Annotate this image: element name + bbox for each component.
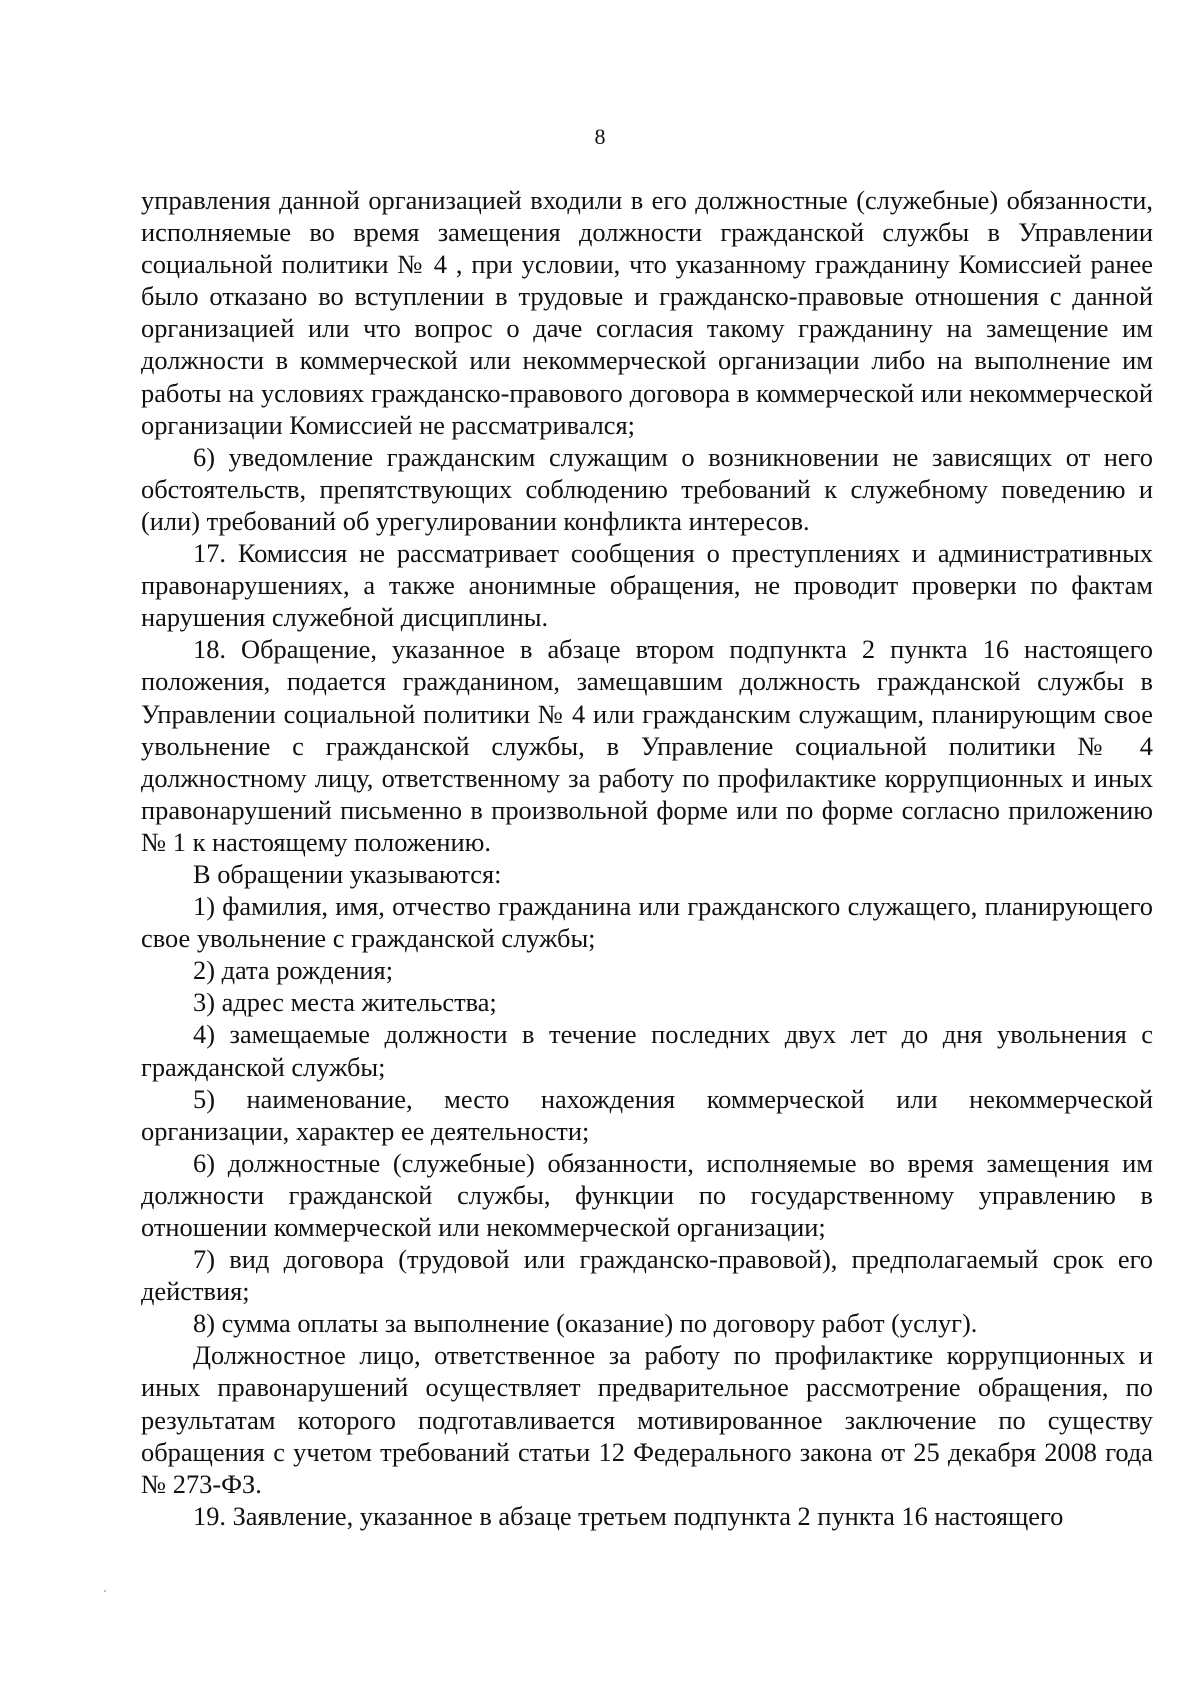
paragraph-appeal-contents-intro: В обращении указываются: — [193, 858, 502, 889]
list-item-6: 6) должностные (служебные) обязанности, исполняемые во время замещения им должности гражданской службы, функции по государственному управлению в отношении коммерческой или некоммерческой организации; — [141, 1147, 1153, 1242]
paragraph-17: 17. Комиссия не рассматривает сообщения о преступлениях и административных правонарушениях, а также анонимные обращения, не проводит проверки по фактам нарушения служебной дисциплины. — [141, 538, 1153, 633]
list-item-1: 1) фамилия, имя, отчество гражданина или гражданского служащего, планирующего свое увольнение с гражданской службы; — [141, 891, 1153, 954]
paragraph-18: 18. Обращение, указанное в абзаце втором подпункта 2 пункта 16 настоящего положения, подается гражданином, замещавшим должность гражданской службы в Управлении социальной политики № 4 или гражданским служащим, планирующим свое увольнение с гражданской службы, в Управление социальной политики № 4 должностному лицу, ответственному за работу по профилактике коррупционных и иных правонарушений письменно в произвольной форме или по форме согласно приложению № 1 к настоящему положению. — [141, 634, 1153, 857]
scan-speck — [104, 1590, 106, 1592]
paragraph-item-6: 6) уведомление гражданским служащим о возникновении не зависящих от него обстоятельств, препятствующих соблюдению требований к служебному поведению и (или) требований об урегулировании конфликта интересов. — [141, 441, 1153, 536]
list-item-2: 2) дата рождения; — [193, 955, 394, 986]
paragraph-official-review: Должностное лицо, ответственное за работу по профилактике коррупционных и иных правонарушений осуществляет предварительное рассмотрение обращения, по результатам которого подготавливается мотивированное заключение по существу обращения с учетом требований статьи 12 Федерального закона от 25 декабря 2008 года № 273-ФЗ. — [141, 1340, 1153, 1499]
list-item-8: 8) сумма оплаты за выполнение (оказание) по договору работ (услуг). — [193, 1308, 978, 1339]
list-item-7: 7) вид договора (трудовой или гражданско-правовой), предполагаемый срок его действия; — [141, 1244, 1153, 1307]
list-item-3: 3) адрес места жительства; — [193, 987, 497, 1018]
document-body — [141, 184, 1153, 1532]
list-item-5: 5) наименование, место нахождения коммерческой или некоммерческой организации, характер ее деятельности; — [141, 1083, 1153, 1146]
paragraph-19: 19. Заявление, указанное в абзаце третьем подпункта 2 пункта 16 настоящего — [193, 1500, 1064, 1531]
paragraph-continuation: управления данной организацией входили в его должностные (служебные) обязанности, исполняемые во время замещения должности гражданской службы в Управлении социальной политики № 4 , при условии, что указанному гражданину Комиссией ранее было отказано во вступлении в трудовые и гражданско-правовые отношения с данной организацией или что вопрос о даче согласия такому гражданину на замещение им должности в коммерческой или некоммерческой организации либо на выполнение им работы на условиях гражданско-правового договора в коммерческой или некоммерческой организации Комиссией не рассматривался; — [141, 185, 1153, 440]
list-item-4: 4) замещаемые должности в течение последних двух лет до дня увольнения с гражданской службы; — [141, 1019, 1153, 1082]
page-number: 8 — [594, 124, 606, 149]
